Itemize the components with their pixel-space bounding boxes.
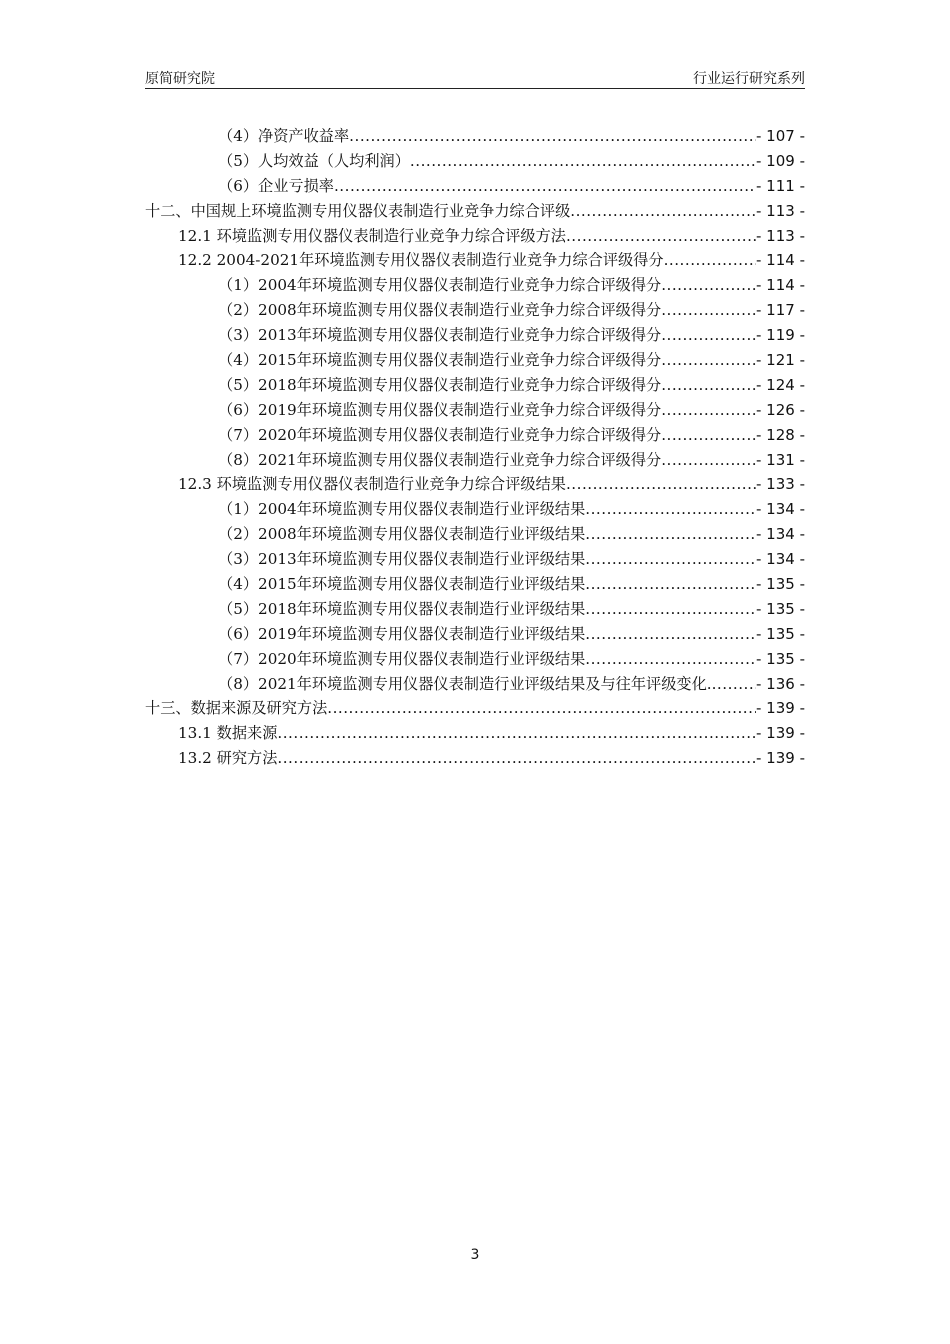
toc-entry-title: （6）2019年环境监测专用仪器仪表制造行业竞争力综合评级得分 [218,400,662,419]
toc-entry[interactable] [145,373,805,398]
toc-entry[interactable] [145,597,805,622]
toc-entry-title: 十三、数据来源及研究方法 [145,699,328,718]
toc-leader-dots [661,448,756,473]
toc-entry-title: （1）2004年环境监测专用仪器仪表制造行业评级结果 [218,500,586,519]
toc-leader-dots [585,497,756,522]
toc-entry-page: - 126 - [756,400,805,419]
toc-entry-page: - 109 - [756,151,805,170]
toc-leader-dots [661,298,756,323]
toc-entry-page: - 121 - [756,351,805,370]
toc-leader-dots [585,597,756,622]
toc-entry-page: - 119 - [756,326,805,345]
toc-entry[interactable] [145,746,805,771]
toc-leader-dots [349,124,756,149]
header-series-title: 行业运行研究系列 [693,71,805,87]
toc-leader-dots [712,672,756,697]
toc-entry[interactable] [145,572,805,597]
toc-entry-page: - 113 - [756,226,805,245]
toc-entry-page: - 134 - [756,525,805,544]
toc-entry-title: （7）2020年环境监测专用仪器仪表制造行业竞争力综合评级得分 [218,425,662,444]
toc-entry-page: - 135 - [756,599,805,618]
toc-entry[interactable] [145,522,805,547]
toc-entry[interactable] [145,248,805,273]
toc-leader-dots [661,273,756,298]
toc-entry-page: - 135 - [756,649,805,668]
toc-entry-title: （6）企业亏损率 [218,176,334,195]
toc-entry[interactable] [145,224,805,249]
toc-entry-title: （6）2019年环境监测专用仪器仪表制造行业评级结果 [218,624,586,643]
toc-entry-title: （2）2008年环境监测专用仪器仪表制造行业评级结果 [218,525,586,544]
toc-leader-dots [585,647,756,672]
toc-entry-title: （4）净资产收益率 [218,127,350,145]
toc-leader-dots [661,348,756,373]
toc-entry-page: - 124 - [756,375,805,394]
toc-entry[interactable] [145,124,805,149]
toc-entry[interactable] [145,472,805,497]
toc-entry-page: - 134 - [756,500,805,519]
toc-leader-dots [661,373,756,398]
toc-entry[interactable] [145,721,805,746]
toc-leader-dots [566,224,756,249]
toc-entry-title: 12.1 环境监测专用仪器仪表制造行业竞争力综合评级方法 [178,226,566,245]
toc-entry-page: - 133 - [756,475,805,494]
toc-entry[interactable] [145,149,805,174]
toc-entry[interactable] [145,298,805,323]
toc-leader-dots [334,174,756,199]
toc-entry-page: - 139 - [756,699,805,718]
toc-entry-page: - 111 - [756,176,805,195]
toc-entry-title: （1）2004年环境监测专用仪器仪表制造行业竞争力综合评级得分 [218,276,662,295]
toc-entry-title: （4）2015年环境监测专用仪器仪表制造行业竞争力综合评级得分 [218,351,662,370]
toc-entry-page: - 135 - [756,624,805,643]
toc-entry-title: 十二、中国规上环境监测专用仪器仪表制造行业竞争力综合评级 [145,201,571,220]
toc-entry-page: - 128 - [756,425,805,444]
toc-leader-dots [585,547,756,572]
toc-entry[interactable] [145,647,805,672]
toc-entry[interactable] [145,547,805,572]
toc-entry-page: - 114 - [756,251,805,270]
toc-leader-dots [327,696,756,721]
toc-entry[interactable] [145,622,805,647]
toc-entry-title: （7）2020年环境监测专用仪器仪表制造行业评级结果 [218,649,586,668]
toc-entry-page: - 131 - [756,450,805,469]
header-publisher: 原简研究院 [145,71,215,87]
toc-entry-title: （2）2008年环境监测专用仪器仪表制造行业竞争力综合评级得分 [218,301,662,320]
toc-entry-page: - 114 - [756,276,805,295]
toc-entry-title: （5）人均效益（人均利润） [218,151,410,170]
toc-leader-dots [585,522,756,547]
toc-leader-dots [661,323,756,348]
toc-entry-title: （3）2013年环境监测专用仪器仪表制造行业竞争力综合评级得分 [218,326,662,345]
toc-entry-page: - 107 - [756,127,805,145]
toc-entry-page: - 136 - [756,674,805,693]
table-of-contents [145,124,805,771]
toc-entry-title: 13.2 研究方法 [178,749,278,768]
toc-entry-page: - 135 - [756,575,805,594]
toc-entry[interactable] [145,323,805,348]
toc-entry[interactable] [145,672,805,697]
toc-leader-dots [661,423,756,448]
toc-entry-title: （3）2013年环境监测专用仪器仪表制造行业评级结果 [218,550,586,569]
toc-entry-title: （4）2015年环境监测专用仪器仪表制造行业评级结果 [218,575,586,594]
toc-entry[interactable] [145,273,805,298]
toc-leader-dots [277,721,756,746]
toc-entry-title: （5）2018年环境监测专用仪器仪表制造行业竞争力综合评级得分 [218,375,662,394]
toc-entry-title: 12.3 环境监测专用仪器仪表制造行业竞争力综合评级结果 [178,475,566,494]
toc-leader-dots [664,248,756,273]
toc-entry-page: - 113 - [756,201,805,220]
toc-entry[interactable] [145,696,805,721]
toc-leader-dots [566,472,756,497]
toc-leader-dots [585,572,756,597]
toc-leader-dots [585,622,756,647]
toc-entry-title: 12.2 2004-2021年环境监测专用仪器仪表制造行业竞争力综合评级得分 [178,251,664,270]
toc-entry[interactable] [145,448,805,473]
toc-entry[interactable] [145,423,805,448]
toc-entry[interactable] [145,348,805,373]
toc-leader-dots [277,746,756,771]
toc-leader-dots [661,398,756,423]
toc-leader-dots [570,199,756,224]
toc-entry-title: （8）2021年环境监测专用仪器仪表制造行业竞争力综合评级得分 [218,450,662,469]
toc-entry[interactable] [145,497,805,522]
toc-entry[interactable] [145,398,805,423]
page-header [145,66,805,89]
toc-entry-title: （8）2021年环境监测专用仪器仪表制造行业评级结果及与往年评级变化. [218,674,712,693]
page-number: 3 [470,1247,480,1263]
toc-entry-page: - 139 - [756,749,805,768]
toc-entry-page: - 139 - [756,724,805,743]
toc-entry-title: 13.1 数据来源 [178,724,278,743]
toc-entry-page: - 117 - [756,301,805,320]
toc-leader-dots [410,149,756,174]
toc-entry-title: （5）2018年环境监测专用仪器仪表制造行业评级结果 [218,599,586,618]
toc-entry-page: - 134 - [756,550,805,569]
toc-entry[interactable] [145,174,805,199]
toc-entry[interactable] [145,199,805,224]
